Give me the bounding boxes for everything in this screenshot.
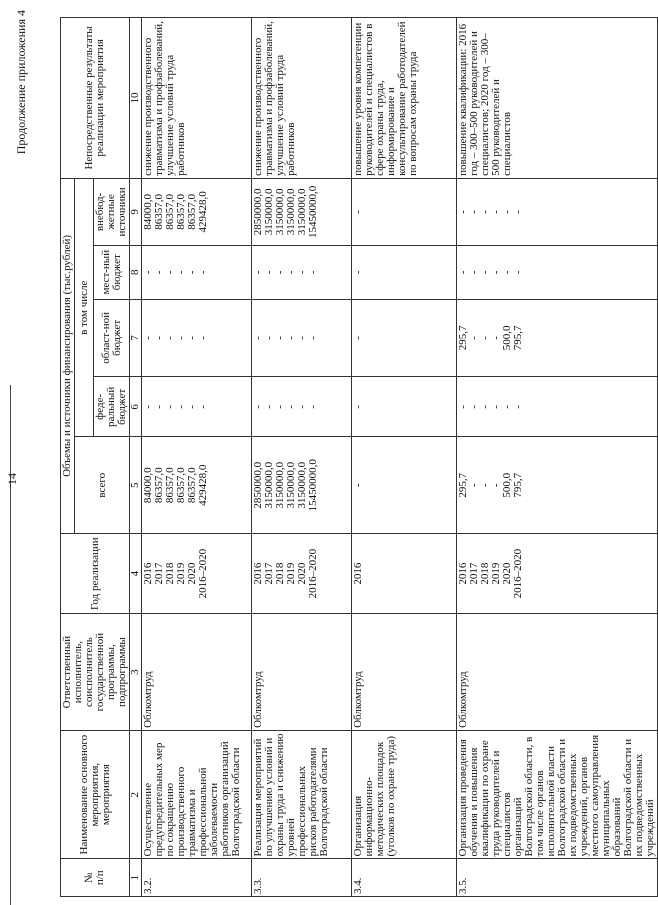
row-result: снижение производственного травматизма и профзаболеваний, улучшение условий труда работников — [142, 18, 252, 179]
header-num: № п/п — [61, 859, 130, 897]
row-num: 3.2. — [142, 859, 252, 897]
col-number: 8 — [130, 245, 142, 299]
row-extra: - — [352, 178, 457, 245]
row-regional: - - - - - - — [142, 299, 252, 377]
top-rule — [10, 385, 11, 905]
col-number: 5 — [130, 437, 142, 533]
header-federal: феде-ральный бюджет — [94, 377, 130, 437]
row-name: Реализация мероприятий по улучшению условий и охраны труда и снижению уровней профессиональных рисков работодателями Волгоградской области — [252, 730, 352, 859]
header-results: Непосредственные результаты реализации мероприятия — [61, 18, 130, 179]
row-executor: Облкомтруд — [352, 614, 457, 731]
row-name: Организация информационно-методических площадок (уголков по охране труда) — [352, 730, 457, 859]
page-number: 14 — [5, 473, 19, 485]
row-years: 2016 2017 2018 2019 2020 2016–2020 — [457, 533, 658, 613]
row-federal: - - - - - - — [142, 377, 252, 437]
row-extra: 2850000,0 3150000,0 3150000,0 3150000,0 3150000,0 15450000,0 — [252, 178, 352, 245]
row-years: 2016 2017 2018 2019 2020 2016–2020 — [252, 533, 352, 613]
row-num: 3.3. — [252, 859, 352, 897]
col-number: 2 — [130, 730, 142, 859]
row-total: 295,7 - - - 500,0 795,7 — [457, 437, 658, 533]
row-num: 3.5. — [457, 859, 658, 897]
header-extra: внебюд-жетные источники — [94, 178, 130, 245]
col-number: 1 — [130, 859, 142, 897]
row-executor: Облкомтруд — [142, 614, 252, 731]
row-local: - - - - - - — [142, 245, 252, 299]
row-extra: - - - - - - — [457, 178, 658, 245]
row-local: - — [352, 245, 457, 299]
table-row — [457, 18, 658, 897]
row-regional: - — [352, 299, 457, 377]
table-row — [142, 18, 252, 897]
row-years: 2016 — [352, 533, 457, 613]
row-executor: Облкомтруд — [252, 614, 352, 731]
row-executor: Облкомтруд — [457, 614, 658, 731]
row-result: повышение квалификации: 2016 год – 300–500 руководителей и специалистов; 2020 год – 300–500 руководителей и специалистов — [457, 18, 658, 179]
header-year: Год реализации — [61, 533, 130, 613]
row-federal: - - - - - - — [457, 377, 658, 437]
col-number: 3 — [130, 614, 142, 731]
col-number: 7 — [130, 299, 142, 377]
col-number: 4 — [130, 533, 142, 613]
header-incl: в том числе — [75, 178, 94, 437]
header-regional: област-ной бюджет — [94, 299, 130, 377]
row-extra: 84000,0 86357,0 86357,0 86357,0 86357,0 429428,0 — [142, 178, 252, 245]
row-total: 2850000,0 3150000,0 3150000,0 3150000,0 3150000,0 15450000,0 — [252, 437, 352, 533]
col-number: 6 — [130, 377, 142, 437]
row-num: 3.4. — [352, 859, 457, 897]
row-regional: 295,7 - - - 500,0 795,7 — [457, 299, 658, 377]
row-federal: - - - - - - — [252, 377, 352, 437]
row-result: снижение производственного травматизма и профзаболеваний, улучшение условий труда работников — [252, 18, 352, 179]
header-funding: Объемы и источники финансирования (тыс.рублей) — [61, 178, 75, 533]
row-name: Осуществление предупредительных мер по сокращению производственного травматизма и профессиональной заболеваемости работников организаций Волгоградской области — [142, 730, 252, 859]
row-federal: - — [352, 377, 457, 437]
row-name: Организация проведения обучения и повышения квалификации по охране труда руководителей и специалистов организаций Волгоградской области, в том числе органов исполнительной власти Волгоградской области и их подведомственных учреждений, органов местного самоуправления муниципальных образований Волгоградской области и их подведомственных учреждений — [457, 730, 658, 859]
table-row — [352, 18, 457, 897]
row-total: 84000,0 86357,0 86357,0 86357,0 86357,0 429428,0 — [142, 437, 252, 533]
table-row — [252, 18, 352, 897]
col-number: 10 — [130, 18, 142, 179]
header-executor: Ответственный исполнитель, соисполнитель государственной программы, подпрограммы — [61, 614, 130, 731]
row-total: - — [352, 437, 457, 533]
header-total: всего — [75, 437, 130, 533]
header-local: мест-ный бюджет — [94, 245, 130, 299]
header-name: Наименование основного мероприятия, мероприятия — [61, 730, 130, 859]
row-years: 2016 2017 2018 2019 2020 2016–2020 — [142, 533, 252, 613]
continuation-note: Продолжение приложения 4 — [14, 10, 28, 155]
col-number: 9 — [130, 178, 142, 245]
funding-table — [60, 17, 658, 897]
row-local: - - - - - - — [252, 245, 352, 299]
row-regional: - - - - - - — [252, 299, 352, 377]
row-result: повышение уровня компетенции руководителей и специалистов в сфере охраны труда, информирование и консультирование работодателей по вопросам охраны труда — [352, 18, 457, 179]
row-local: - - - - - - — [457, 245, 658, 299]
